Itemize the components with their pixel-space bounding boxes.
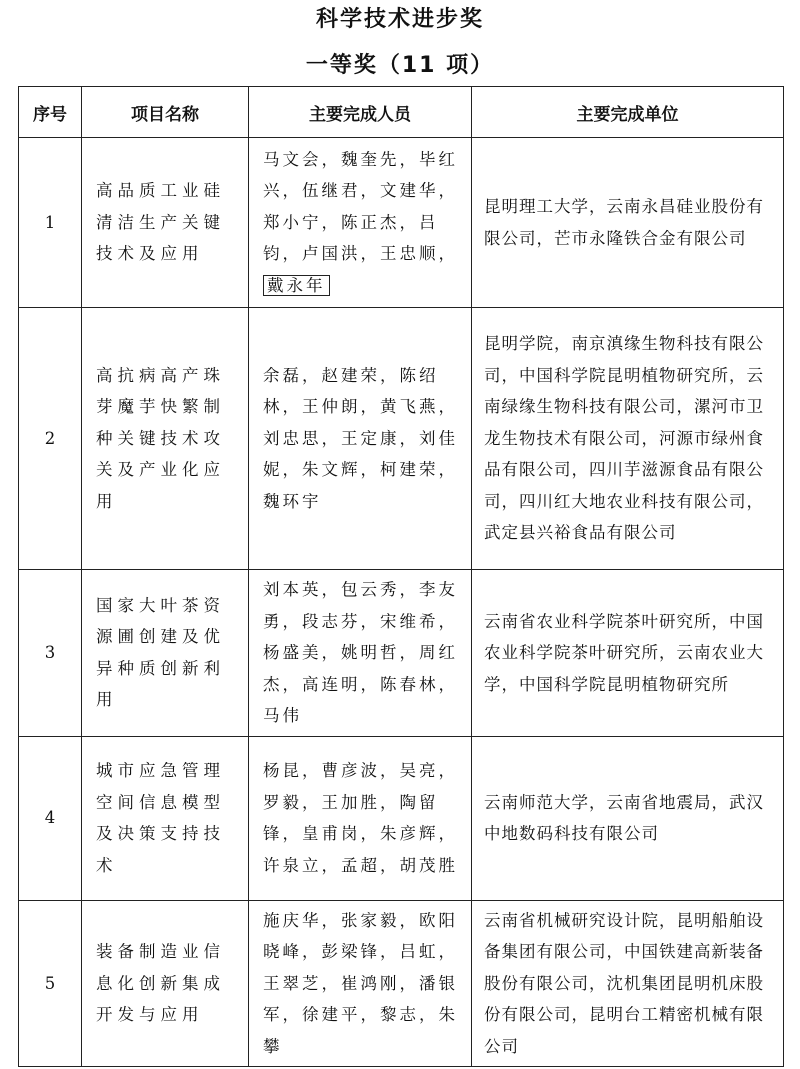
page-title: 科学技术进步奖 <box>315 7 484 32</box>
table-row <box>19 900 784 1067</box>
header-main-persons: 主要完成人员 <box>249 87 472 138</box>
row-main-persons <box>249 138 472 308</box>
row-project-name: 高品质工业硅清洁生产关键技术及应用 <box>82 138 249 308</box>
row-serial: 2 <box>19 308 82 570</box>
row-main-persons: 刘本英，包云秀，李友勇，段志芬，宋维希，杨盛美，姚明哲，周红杰，高连明，陈春林，马伟 <box>249 570 472 737</box>
award-level-heading: 一等奖（11 项） <box>305 53 495 78</box>
header-main-units: 主要完成单位 <box>472 87 784 138</box>
row-serial: 3 <box>19 570 82 737</box>
row-serial: 4 <box>19 736 82 900</box>
row-main-units: 云南师范大学，云南省地震局，武汉中地数码科技有限公司 <box>472 736 784 900</box>
award-table <box>18 86 784 1067</box>
header-serial: 序号 <box>19 87 82 138</box>
row-main-persons: 杨昆，曹彦波，吴亮，罗毅，王加胜，陶留锋，皇甫岗，朱彦辉，许泉立，孟超，胡茂胜 <box>249 736 472 900</box>
row-main-units: 云南省农业科学院茶叶研究所，中国农业科学院茶叶研究所，云南农业大学，中国科学院昆明植物研究所 <box>472 570 784 737</box>
row-main-persons: 施庆华，张家毅，欧阳晓峰，彭梁锋，吕虹，王翠芝，崔鸿刚，潘银军，徐建平，黎志，朱攀 <box>249 900 472 1067</box>
header-project-name: 项目名称 <box>82 87 249 138</box>
row-project-name: 城市应急管理空间信息模型及决策支持技术 <box>82 736 249 900</box>
row-project-name: 国家大叶茶资源圃创建及优异种质创新利用 <box>82 570 249 737</box>
row-main-units: 昆明理工大学，云南永昌硅业股份有限公司，芒市永隆铁合金有限公司 <box>472 138 784 308</box>
table-header-row <box>19 87 784 138</box>
row-project-name: 装备制造业信息化创新集成开发与应用 <box>82 900 249 1067</box>
row-serial: 5 <box>19 900 82 1067</box>
table-row <box>19 138 784 308</box>
row-main-units: 云南省机械研究设计院，昆明船舶设备集团有限公司，中国铁建高新装备股份有限公司，沈机集团昆明机床股份有限公司，昆明台工精密机械有限公司 <box>472 900 784 1067</box>
row-main-units: 昆明学院，南京滇缘生物科技有限公司，中国科学院昆明植物研究所，云南绿缘生物科技有限公司，漯河市卫龙生物技术有限公司，河源市绿州食品有限公司，四川芋滋源食品有限公司，四川红大地农业科技有限公司，武定县兴裕食品有限公司 <box>472 308 784 570</box>
persons-text: 马文会，魏奎先，毕红兴，伍继君，文建华，郑小宁，陈正杰，吕钧，卢国洪，王忠顺， <box>263 149 458 264</box>
highlighted-person: 戴永年 <box>263 275 330 296</box>
row-project-name: 高抗病高产珠芽魔芋快繁制种关键技术攻关及产业化应用 <box>82 308 249 570</box>
row-main-persons: 余磊，赵建荣，陈绍林，王仲朗，黄飞燕，刘忠思，王定康，刘佳妮，朱文辉，柯建荣，魏环宇 <box>249 308 472 570</box>
row-serial: 1 <box>19 138 82 308</box>
table-row <box>19 736 784 900</box>
table-row <box>19 570 784 737</box>
table-row <box>19 308 784 570</box>
